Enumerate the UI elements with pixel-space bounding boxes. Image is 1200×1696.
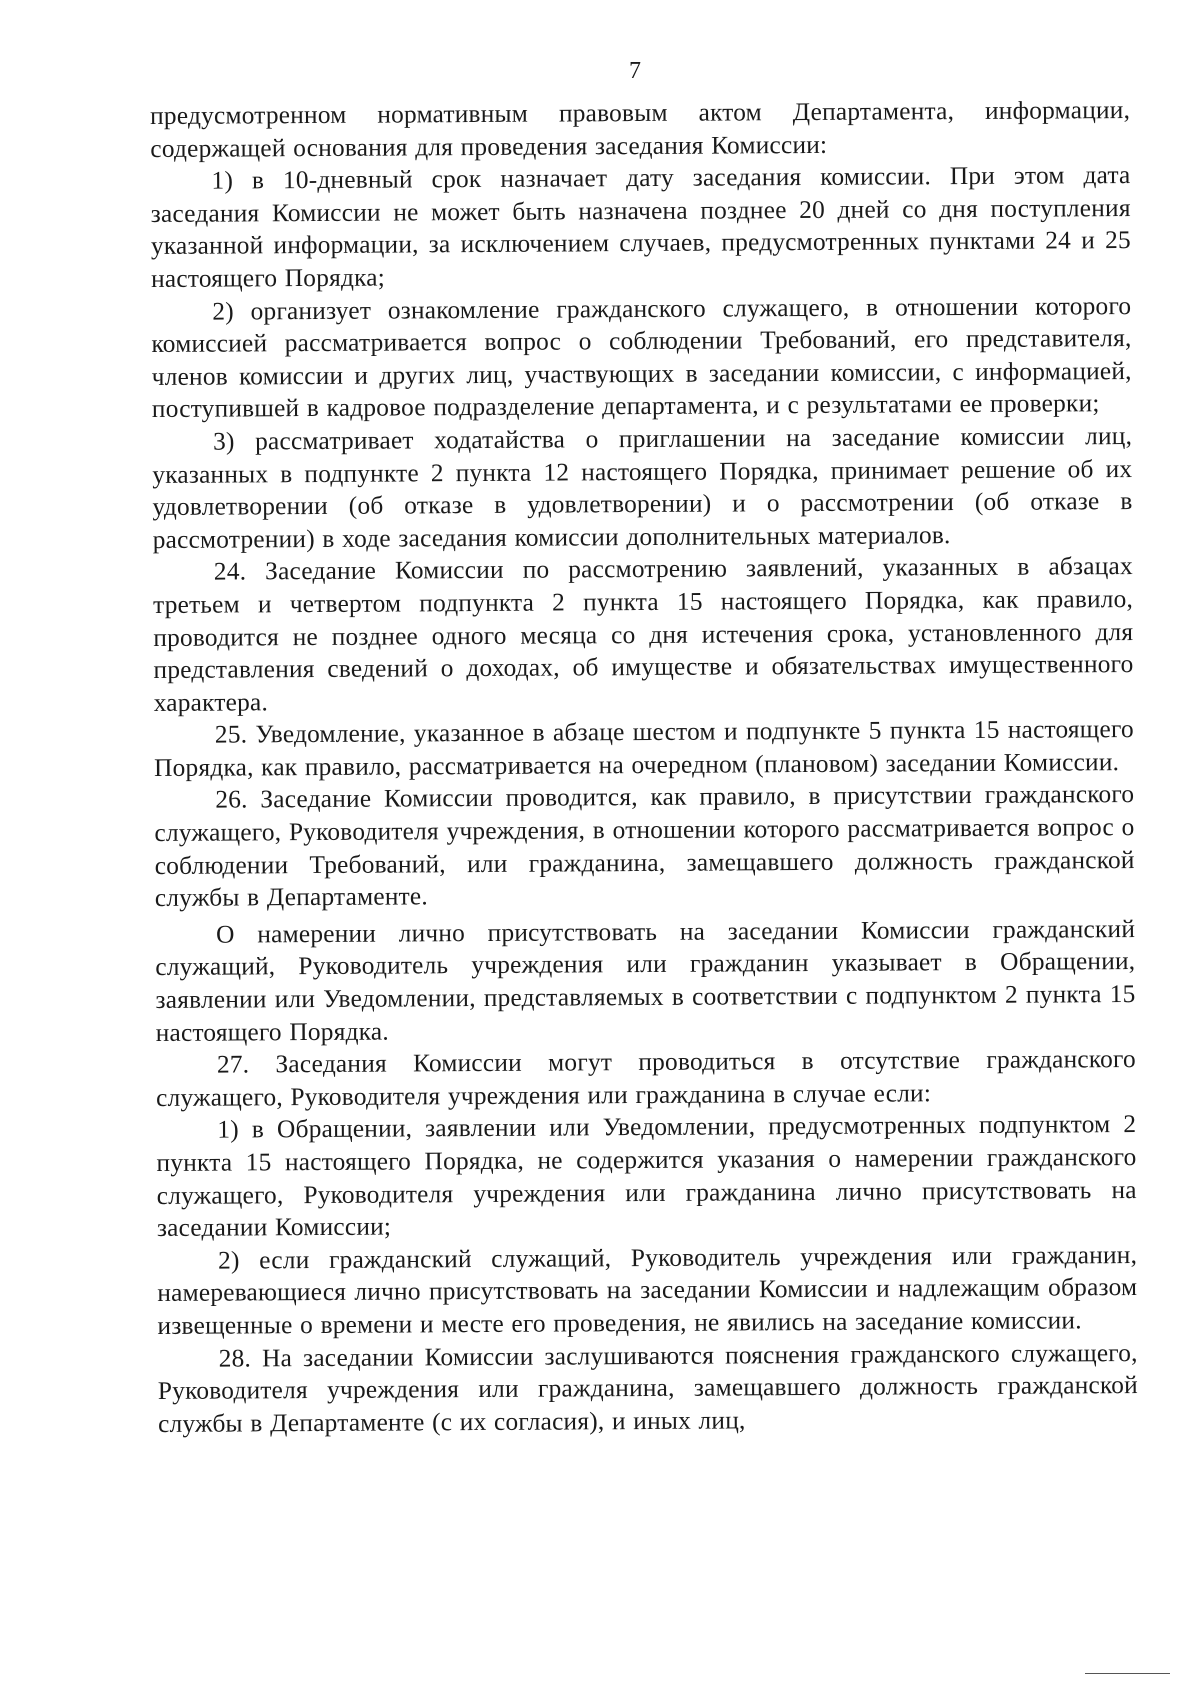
- paragraph: 28. На заседании Комиссии заслушиваются пояснения гражданского служащего, Руководителя учреждения или гражданина, замещавшего должность гражданской службы в Департаменте (с их согласия), и иных лиц,: [157, 1338, 1138, 1438]
- paragraph: 2) если гражданский служащий, Руководитель учреждения или гражданин, намеревающиеся лично присутствовать на заседании Комиссии и надлежащим образом извещенные о времени и месте его проведения, не явились на заседание комиссии.: [157, 1240, 1138, 1340]
- page-number: 7: [629, 58, 641, 84]
- document-body: [150, 94, 1138, 1440]
- paragraph: 1) в 10-дневный срок назначает дату заседания комиссии. При этом дата заседания Комиссии не может быть назначена позднее 20 дней со дня поступления указанной информации, за исключением случаев, предусмотренных пунктами 24 и 25 настоящего Порядка;: [150, 161, 1131, 293]
- paragraph: О намерении лично присутствовать на заседании Комиссии гражданский служащий, Руководитель учреждения или гражданин указывает в Обращении, заявлении или Уведомлении, представляемых в соответствии с подпунктом 2 пункта 15 настоящего Порядка.: [155, 914, 1136, 1047]
- paragraph: 26. Заседание Комиссии проводится, как правило, в присутствии гражданского служащего, Руководителя учреждения, в отношении которого рассматривается вопрос о соблюдении Требований, или гражданина, замещавшего должность гражданской службы в Департаменте.: [154, 780, 1135, 913]
- paragraph: 1) в Обращении, заявлении или Уведомлении, предусмотренных подпунктом 2 пункта 15 настоящего Порядка, не содержится указания о намерении гражданского служащего, Руководителя учреждения или гражданина лично присутствовать на заседании Комиссии;: [156, 1110, 1137, 1243]
- paragraph: 24. Заседание Комиссии по рассмотрению заявлений, указанных в абзацах третьем и четвертом подпункта 2 пункта 15 настоящего Порядка, как правило, проводится не позднее одного месяца со дня истечения срока, установленного для представления сведений о доходах, об имуществе и обязательствах имущественного характера.: [152, 552, 1134, 717]
- paragraph: 2) организует ознакомление гражданского служащего, в отношении которого комиссией рассматривается вопрос о соблюдении Требований, его представителя, членов комиссии и других лиц, участвующих в заседании комиссии, с информацией, поступившей в кадровое подразделение департамента, и с результатами ее проверки;: [151, 291, 1132, 424]
- paragraph: 25. Уведомление, указанное в абзаце шестом и подпункте 5 пункта 15 настоящего Порядка, как правило, рассматривается на очередном (плановом) заседании Комиссии.: [153, 715, 1134, 782]
- page-edge-rule: [1085, 1673, 1170, 1674]
- paragraph: предусмотренном нормативным правовым актом Департамента, информации, содержащей основания для проведения заседания Комиссии:: [150, 96, 1131, 163]
- paragraph: 3) рассматривает ходатайства о приглашении на заседание комиссии лиц, указанных в подпункте 2 пункта 12 настоящего Порядка, принимает решение об их удовлетворении (об отказе в удовлетворении) и о рассмотрении (об отказе в рассмотрении) в ходе заседания комиссии дополнительных материалов.: [152, 421, 1133, 554]
- paragraph: 27. Заседания Комиссии могут проводиться в отсутствие гражданского служащего, Руководителя учреждения или гражданина в случае если:: [156, 1045, 1136, 1112]
